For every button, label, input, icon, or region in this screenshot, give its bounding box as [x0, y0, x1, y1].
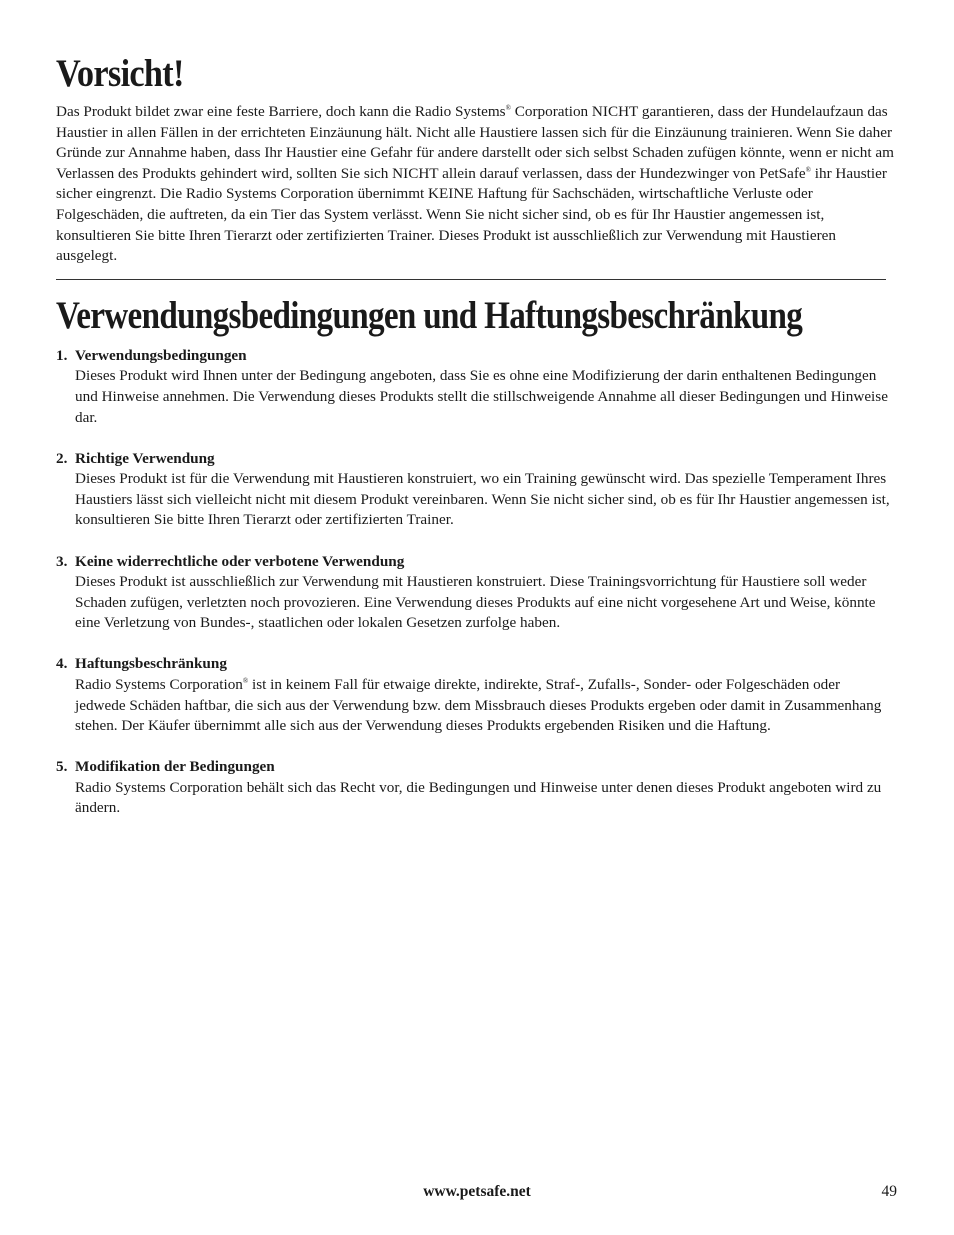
section-number: 1. [56, 346, 68, 364]
section-body [56, 675, 891, 737]
terms-section-2 [56, 449, 898, 531]
terms-section-5 [56, 757, 898, 819]
page-number: 49 [881, 1183, 897, 1200]
section-title [56, 757, 898, 778]
section-number: 5. [56, 758, 68, 776]
section-title-text: Haftungsbeschränkung [75, 655, 227, 673]
warning-text-part3: ihr Haustier sicher eingrenzt. Die Radio Systems Corporation übernimmt KEINE Haftung für Sachschäden, wirtschaftliche Verluste oder Folgeschäden, die auftreten, da ein Tier das System verlässt. Wenn Sie nicht sicher sind, ob es für Ihr Haustier angemessen ist, konsultieren Sie bitte Ihren Tierarzt oder zertifizierten Trainer. Dieses Produkt ist ausschließlich zur Verwendung mit Haustieren ausgelegt. [56, 164, 887, 265]
warning-paragraph [56, 102, 898, 267]
section-title [56, 346, 898, 367]
section-title [56, 654, 898, 675]
section-number: 2. [56, 449, 68, 467]
terms-section-3 [56, 552, 898, 634]
section-body-text: ist in keinem Fall für etwaige direkte, indirekte, Straf-, Zufalls-, Sonder- oder Folgeschäden oder jedwede Schäden haftbar, die sich aus der Verwendung bzw. dem Missbrauch dieses Produkts ergeben oder damit in Zusammenhang stehen. Der Käufer übernimmt alle sich aus der Verwendung dieses Produkts ergebenden Risiken und die Haftung. [75, 675, 882, 735]
section-body: Radio Systems Corporation behält sich das Recht vor, die Bedingungen und Hinweise unter denen dieses Produkt angeboten wird zu ändern. [75, 778, 882, 817]
registered-mark: ® [805, 165, 811, 174]
section-body: Dieses Produkt wird Ihnen unter der Bedingung angeboten, dass Sie es ohne eine Modifizierung der darin enthaltenen Bedingungen und Hinweise annehmen. Die Verwendung dieses Produkts stellt die stillschweigende Annahme all dieser Bedingungen und Hinweise dar. [75, 367, 888, 426]
warning-text-part1: Das Produkt bildet zwar eine feste Barriere, doch kann die Radio Systems [56, 103, 506, 120]
section-body: Dieses Produkt ist ausschließlich zur Verwendung mit Haustieren konstruiert. Diese Trainingsvorrichtung für Haustiere soll weder Schaden zufügen, verletzten noch provozieren. Eine Verwendung dieses Produkts auf eine nicht vorgesehene Art und Weise, könnte eine Verletzung von Bundes-, staatlichen oder lokalen Gesetzen zurfolge haben. [75, 573, 876, 632]
section-body-pre: Radio Systems Corporation [75, 675, 243, 693]
divider-line [56, 273, 886, 280]
terms-section-1 [56, 346, 898, 428]
terms-heading: Verwendungsbedingungen und Haftungsbeschränkung [56, 293, 803, 337]
footer-website-url: www.petsafe.net [423, 1183, 531, 1200]
terms-section-4 [56, 654, 898, 736]
section-body: Dieses Produkt ist für die Verwendung mit Haustieren konstruiert, wo ein Training gewünscht wird. Das spezielle Temperament Ihres Haustiers lässt sich vielleicht nicht mit diesem Produkt vereinbaren. Wenn Sie nicht sicher sind, ob es für Ihr Haustier angemessen ist, konsultieren Sie bitte Ihren Tierarzt oder zertifizierten Trainer. [75, 470, 890, 529]
registered-mark: ® [242, 676, 249, 685]
section-title-text: Modifikation der Bedingungen [75, 758, 275, 776]
warning-heading: Vorsicht! [56, 52, 184, 95]
section-number: 4. [56, 655, 68, 673]
warning-text-part2: Corporation NICHT garantieren, dass der Hundelaufzaun das Haustier in allen Fällen in der errichteten Einzäunung hält. Nicht alle Haustiere lassen sich für die Einzäunung trainieren. Wenn Sie daher Gründe zur Annahme haben, dass Ihr Haustier eine Gefahr für andere darstellt oder sich selbst Schaden zufügen könnte, wenn er nicht am Verlassen des Produkts gehindert wird, sollten Sie sich NICHT allein darauf verlassen, dass der Hundezwinger von PetSafe [56, 103, 894, 182]
section-number: 3. [56, 552, 68, 570]
section-title-text: Keine widerrechtliche oder verbotene Verwendung [75, 552, 405, 570]
section-title [56, 449, 898, 470]
section-title [56, 552, 898, 573]
terms-sections [56, 346, 898, 819]
section-title-text: Richtige Verwendung [75, 449, 215, 467]
registered-mark: ® [505, 103, 511, 112]
document-page [56, 52, 898, 840]
section-title-text: Verwendungsbedingungen [75, 346, 247, 364]
